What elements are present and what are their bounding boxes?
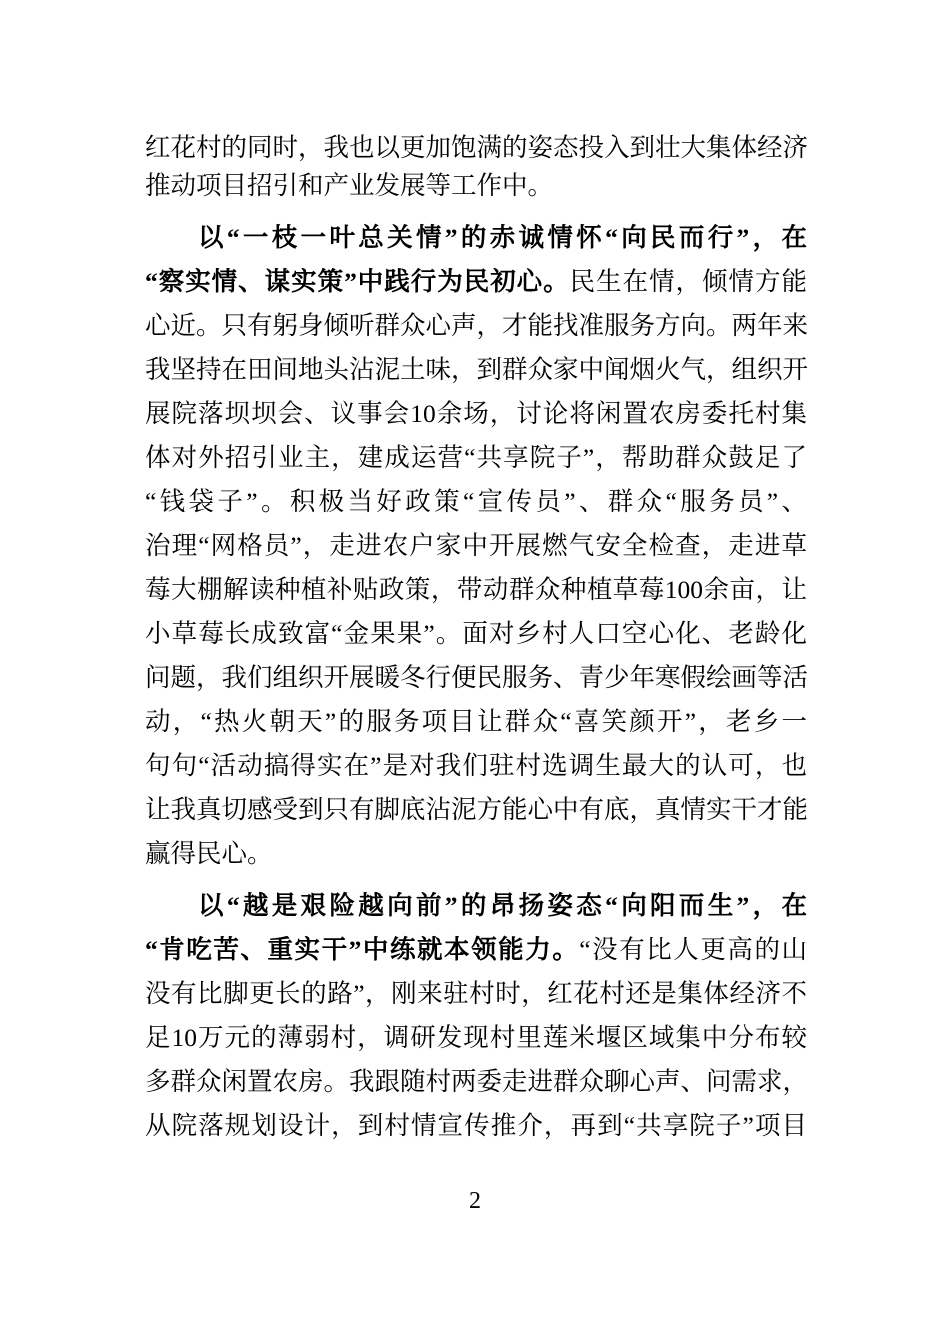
body-text: 动，“热火朝天”的服务项目让群众“喜笑颜开”，老乡一 (145, 707, 807, 736)
text-line (145, 1065, 807, 1099)
text-line (145, 265, 807, 299)
page-number: 2 (469, 1188, 481, 1214)
text-line (145, 131, 807, 165)
text-line (145, 529, 807, 563)
body-text: 红花村的同时，我也以更加饱满的姿态投入到壮大集体经济 (145, 133, 809, 162)
text-line (145, 793, 807, 827)
text-line (198, 889, 807, 923)
text-line (145, 573, 807, 607)
body-text: 没有比脚更长的路”，刚来驻村时，红花村还是集体经济不 (145, 979, 807, 1008)
body-text: 推动项目招引和产业发展等工作中。 (145, 171, 554, 200)
text-line (145, 933, 807, 967)
body-text: “钱袋子”。积极当好政策“宣传员”、群众“服务员”、 (145, 487, 807, 516)
text-line (145, 661, 807, 695)
body-text: 让我真切感受到只有脚底沾泥方能心中有底，真情实干才能 (145, 795, 809, 824)
body-text: 心近。只有躬身倾听群众心声，才能找准服务方向。两年来 (145, 311, 809, 340)
body-text: 赢得民心。 (145, 839, 273, 868)
text-line (145, 397, 807, 431)
text-line (145, 1021, 807, 1055)
body-text: 民生在情，倾情方能 (569, 267, 807, 296)
body-text: 体对外招引业主，建成运营“共享院子”，帮助群众鼓足了 (145, 443, 807, 472)
body-text: 从院落规划设计，到村情宣传推介，再到“共享院子”项目 (145, 1111, 807, 1140)
body-text: “没有比人更高的山 (579, 935, 807, 964)
text-line (145, 977, 807, 1011)
text-line (145, 617, 807, 651)
body-text: 展院落坝坝会、议事会10余场，讨论将闲置农房委托村集 (145, 399, 807, 428)
text-line (145, 837, 807, 871)
text-line (145, 353, 807, 387)
text-line (145, 169, 807, 203)
text-line (145, 485, 807, 519)
text-line (145, 705, 807, 739)
bold-heading-text: “察实情、谋实策”中践行为民初心。 (145, 267, 570, 296)
body-text: 我坚持在田间地头沾泥土味，到群众家中闻烟火气，组织开 (145, 355, 809, 384)
text-line (145, 441, 807, 475)
text-line (145, 1109, 807, 1143)
body-text: 句句“活动搞得实在”是对我们驻村选调生最大的认可，也 (145, 751, 807, 780)
body-text: 足10万元的薄弱村，调研发现村里莲米堰区域集中分布较 (145, 1023, 807, 1052)
bold-heading-text: 以“越是艰险越向前”的昂扬姿态“向阳而生”，在 (198, 891, 807, 920)
body-text: 问题，我们组织开展暖冬行便民服务、青少年寒假绘画等活 (145, 663, 809, 692)
body-text: 小草莓长成致富“金果果”。面对乡村人口空心化、老龄化 (145, 619, 807, 648)
bold-heading-text: 以“一枝一叶总关情”的赤诚情怀“向民而行”，在 (198, 223, 807, 252)
text-line (145, 309, 807, 343)
text-line (145, 749, 807, 783)
body-text: 莓大棚解读种植补贴政策，带动群众种植草莓100余亩，让 (145, 575, 807, 604)
body-text: 治理“网格员”，走进农户家中开展燃气安全检查，走进草 (145, 531, 807, 560)
body-text: 多群众闲置农房。我跟随村两委走进群众聊心声、问需求， (145, 1067, 809, 1096)
bold-heading-text: “肯吃苦、重实干”中练就本领能力。 (145, 935, 580, 964)
text-line (198, 221, 807, 255)
